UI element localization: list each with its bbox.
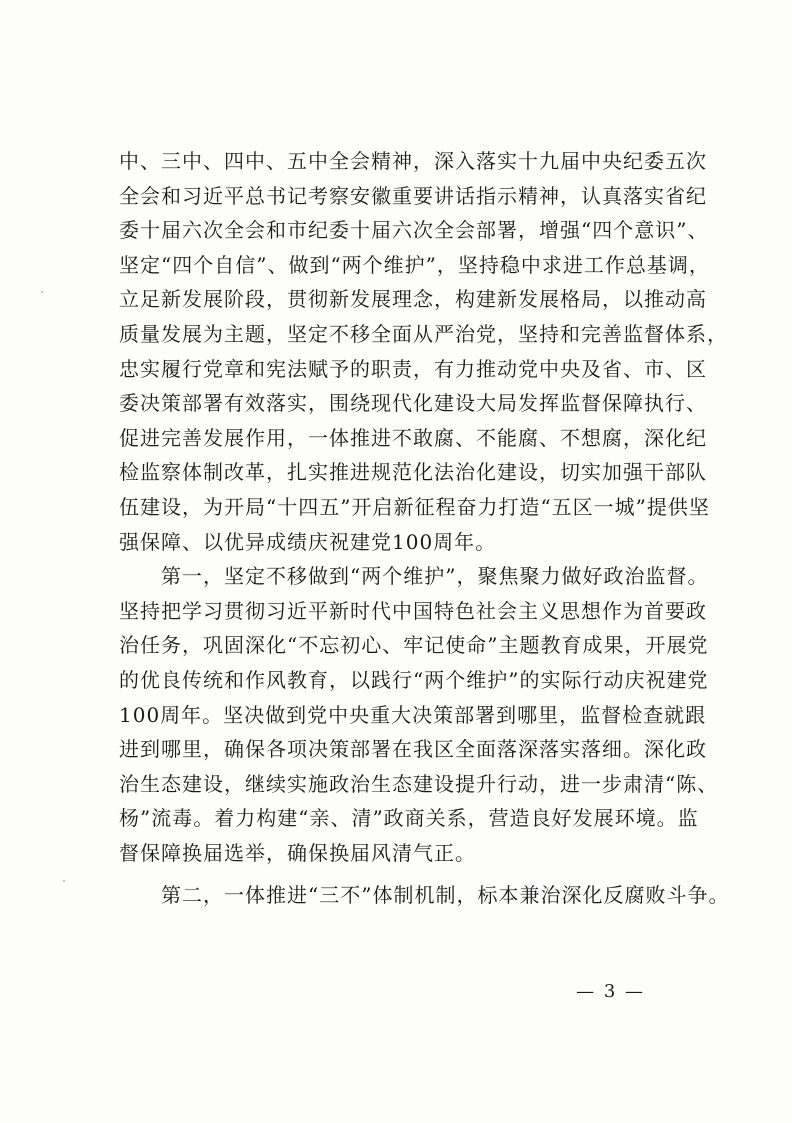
paragraph-heading-first: 第一，坚定不移做到“两个维护”，聚焦聚力做好政治监督。 [119,564,709,589]
text-line: 忠实履行党章和宪法赋予的职责，有力推动党中央及省、市、区 [119,356,707,381]
text-line: 治生态建设，继续实施政治生态建设提升行动，进一步肃清“陈、 [119,771,719,796]
text-line: 督保障换届选举，确保换届风清气正。 [119,840,476,865]
body-text [119,144,730,913]
text-line: 治任务，巩固深化“不忘初心、牢记使命”主题教育成果，开展党 [119,633,709,658]
page-number: — 3 — [576,981,645,1002]
text-line: 的优良传统和作风教育，以践行“两个维护”的实际行动庆祝建党 [119,667,709,692]
paragraph-gap [119,870,679,878]
text-line: 检监察体制改革，扎实推进规范化法治化建设，切实加强干部队 [119,460,707,485]
text-line: 委决策部署有效落实，围绕现代化建设大局发挥监督保障执行、 [119,391,707,416]
text-line: 坚定“四个自信”、做到“两个维护”，坚持稳中求进工作总基调， [119,252,710,277]
text-line: 杨”流毒。着力构建“亲、清”政商关系，营造良好发展环境。监 [119,806,699,831]
paragraph-heading-second: 第二，一体推进“三不”体制机制，标本兼治深化反腐败斗争。 [119,883,730,908]
text-line: 促进完善发展作用，一体推进不敢腐、不能腐、不想腐，深化纪 [119,425,707,450]
text-line: 100周年。坚决做到党中央重大决策部署到哪里，监督检查就跟 [119,702,707,727]
text-line: 全会和习近平总书记考察安徽重要讲话指示精神，认真落实省纪 [119,183,707,208]
text-line: 委十届六次全会和市纪委十届六次全会部署，增强“四个意识”、 [119,218,709,243]
text-line: 坚持把学习贯彻习近平新时代中国特色社会主义思想作为首要政 [119,598,707,623]
text-line: 质量发展为主题，坚定不移全面从严治党，坚持和完善监督体系， [119,321,728,346]
scan-speck [63,880,65,882]
text-line: 中、三中、四中、五中全会精神，深入落实十九届中央纪委五次 [119,149,707,173]
scan-speck [41,291,43,293]
text-line: 立足新发展阶段，贯彻新发展理念，构建新发展格局，以推动高 [119,287,707,312]
text-line: 进到哪里，确保各项决策部署在我区全面落深落实落细。深化政 [119,737,707,762]
text-line: 强保障、以优异成绩庆祝建党100周年。 [119,529,497,554]
text-line: 伍建设，为开局“十四五”开启新征程奋力打造“五区一城”提供坚 [119,494,710,519]
